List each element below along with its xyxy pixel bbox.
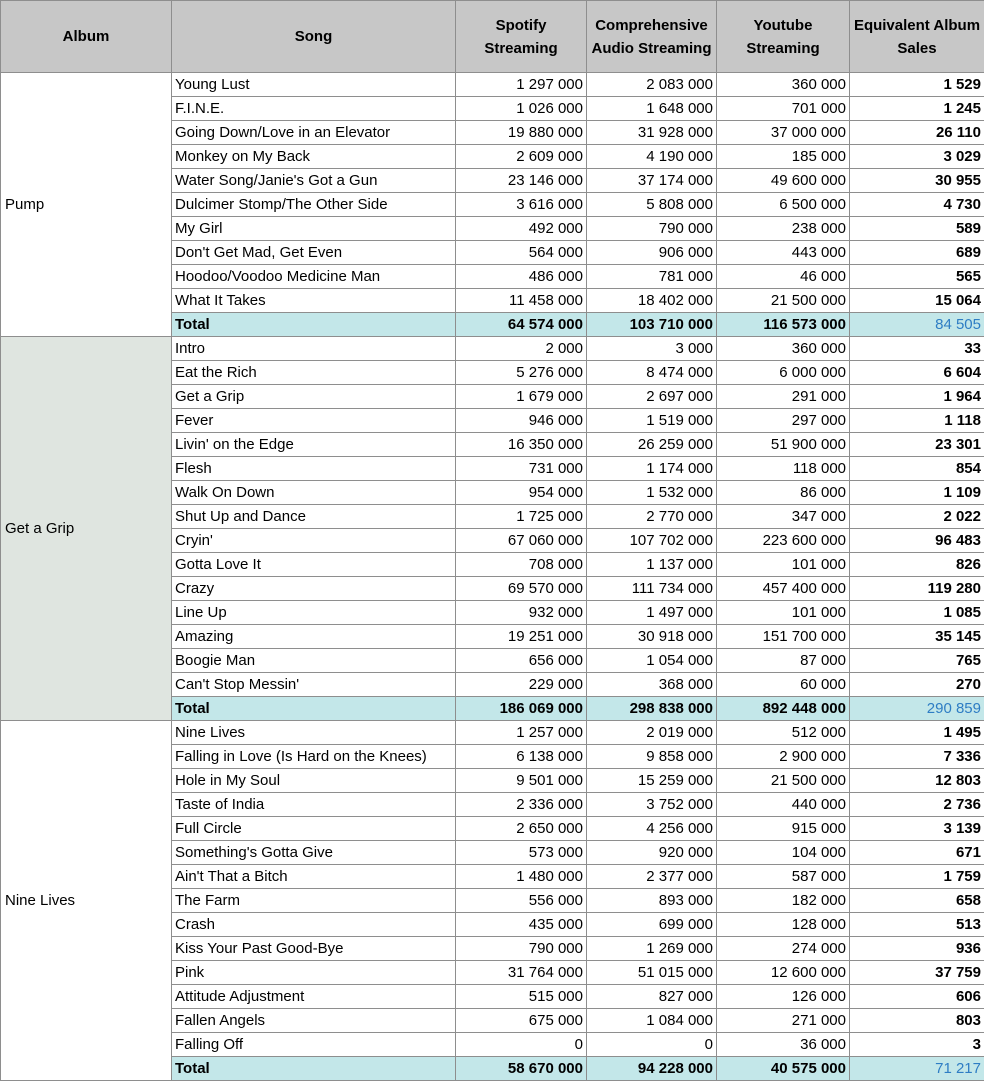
youtube-cell: 36 000 bbox=[717, 1033, 850, 1057]
song-cell: Attitude Adjustment bbox=[172, 985, 456, 1009]
audio-streaming-cell: 2 770 000 bbox=[587, 505, 717, 529]
table-row bbox=[1, 73, 984, 97]
youtube-cell: 128 000 bbox=[717, 913, 850, 937]
audio-streaming-cell: 1 519 000 bbox=[587, 409, 717, 433]
album-sales-cell: 589 bbox=[850, 217, 984, 241]
youtube-cell: 892 448 000 bbox=[717, 697, 850, 721]
spotify-cell: 2 650 000 bbox=[456, 817, 587, 841]
album-sales-cell: 671 bbox=[850, 841, 984, 865]
spotify-cell: 946 000 bbox=[456, 409, 587, 433]
audio-streaming-cell: 827 000 bbox=[587, 985, 717, 1009]
song-cell: Dulcimer Stomp/The Other Side bbox=[172, 193, 456, 217]
album-sales-cell: 7 336 bbox=[850, 745, 984, 769]
song-cell: Fever bbox=[172, 409, 456, 433]
audio-streaming-cell: 893 000 bbox=[587, 889, 717, 913]
spotify-cell: 790 000 bbox=[456, 937, 587, 961]
album-sales-cell: 96 483 bbox=[850, 529, 984, 553]
spotify-cell: 229 000 bbox=[456, 673, 587, 697]
audio-streaming-cell: 103 710 000 bbox=[587, 313, 717, 337]
youtube-cell: 87 000 bbox=[717, 649, 850, 673]
song-cell: Taste of India bbox=[172, 793, 456, 817]
youtube-cell: 101 000 bbox=[717, 601, 850, 625]
audio-streaming-cell: 1 497 000 bbox=[587, 601, 717, 625]
spotify-cell: 16 350 000 bbox=[456, 433, 587, 457]
youtube-cell: 185 000 bbox=[717, 145, 850, 169]
header-album: Album bbox=[1, 1, 172, 73]
total-label: Total bbox=[172, 313, 456, 337]
album-sales-cell: 1 495 bbox=[850, 721, 984, 745]
album-sales-cell: 658 bbox=[850, 889, 984, 913]
spotify-cell: 19 880 000 bbox=[456, 121, 587, 145]
spotify-cell: 64 574 000 bbox=[456, 313, 587, 337]
album-sales-cell: 1 118 bbox=[850, 409, 984, 433]
audio-streaming-cell: 2 377 000 bbox=[587, 865, 717, 889]
youtube-cell: 512 000 bbox=[717, 721, 850, 745]
spotify-cell: 5 276 000 bbox=[456, 361, 587, 385]
spotify-cell: 1 257 000 bbox=[456, 721, 587, 745]
album-sales-cell: 565 bbox=[850, 265, 984, 289]
youtube-cell: 51 900 000 bbox=[717, 433, 850, 457]
album-sales-cell: 1 109 bbox=[850, 481, 984, 505]
youtube-cell: 587 000 bbox=[717, 865, 850, 889]
spotify-cell: 23 146 000 bbox=[456, 169, 587, 193]
song-cell: Hoodoo/Voodoo Medicine Man bbox=[172, 265, 456, 289]
spotify-cell: 656 000 bbox=[456, 649, 587, 673]
youtube-cell: 118 000 bbox=[717, 457, 850, 481]
album-sales-cell: 26 110 bbox=[850, 121, 984, 145]
song-cell: Pink bbox=[172, 961, 456, 985]
song-cell: Eat the Rich bbox=[172, 361, 456, 385]
audio-streaming-cell: 3 752 000 bbox=[587, 793, 717, 817]
song-cell: Shut Up and Dance bbox=[172, 505, 456, 529]
youtube-cell: 457 400 000 bbox=[717, 577, 850, 601]
table-body bbox=[1, 73, 984, 1081]
spotify-cell: 3 616 000 bbox=[456, 193, 587, 217]
album-sales-cell: 6 604 bbox=[850, 361, 984, 385]
spotify-cell: 2 336 000 bbox=[456, 793, 587, 817]
song-cell: Flesh bbox=[172, 457, 456, 481]
song-cell: Boogie Man bbox=[172, 649, 456, 673]
spotify-cell: 2 000 bbox=[456, 337, 587, 361]
spotify-cell: 954 000 bbox=[456, 481, 587, 505]
spotify-cell: 1 026 000 bbox=[456, 97, 587, 121]
youtube-cell: 915 000 bbox=[717, 817, 850, 841]
audio-streaming-cell: 781 000 bbox=[587, 265, 717, 289]
youtube-cell: 37 000 000 bbox=[717, 121, 850, 145]
header-spotify: Spotify Streaming bbox=[456, 1, 587, 73]
spotify-cell: 9 501 000 bbox=[456, 769, 587, 793]
youtube-cell: 440 000 bbox=[717, 793, 850, 817]
youtube-cell: 360 000 bbox=[717, 337, 850, 361]
song-cell: Crash bbox=[172, 913, 456, 937]
album-sales-cell: 1 245 bbox=[850, 97, 984, 121]
youtube-cell: 238 000 bbox=[717, 217, 850, 241]
song-cell: Don't Get Mad, Get Even bbox=[172, 241, 456, 265]
header-equivalent-album-sales: Equivalent Album Sales bbox=[850, 1, 984, 73]
spotify-cell: 0 bbox=[456, 1033, 587, 1057]
youtube-cell: 291 000 bbox=[717, 385, 850, 409]
album-sales-cell: 119 280 bbox=[850, 577, 984, 601]
audio-streaming-cell: 4 256 000 bbox=[587, 817, 717, 841]
song-cell: Falling Off bbox=[172, 1033, 456, 1057]
album-cell: Pump bbox=[1, 73, 172, 337]
audio-streaming-cell: 699 000 bbox=[587, 913, 717, 937]
audio-streaming-cell: 9 858 000 bbox=[587, 745, 717, 769]
album-sales-cell: 2 022 bbox=[850, 505, 984, 529]
song-cell: My Girl bbox=[172, 217, 456, 241]
song-cell: Get a Grip bbox=[172, 385, 456, 409]
song-cell: Amazing bbox=[172, 625, 456, 649]
song-cell: Something's Gotta Give bbox=[172, 841, 456, 865]
spotify-cell: 19 251 000 bbox=[456, 625, 587, 649]
spotify-cell: 1 297 000 bbox=[456, 73, 587, 97]
youtube-cell: 21 500 000 bbox=[717, 289, 850, 313]
album-sales-cell: 30 955 bbox=[850, 169, 984, 193]
audio-streaming-cell: 906 000 bbox=[587, 241, 717, 265]
spotify-cell: 435 000 bbox=[456, 913, 587, 937]
youtube-cell: 347 000 bbox=[717, 505, 850, 529]
song-cell: Fallen Angels bbox=[172, 1009, 456, 1033]
audio-streaming-cell: 2 083 000 bbox=[587, 73, 717, 97]
audio-streaming-cell: 1 532 000 bbox=[587, 481, 717, 505]
youtube-cell: 360 000 bbox=[717, 73, 850, 97]
spotify-cell: 486 000 bbox=[456, 265, 587, 289]
album-sales-cell: 936 bbox=[850, 937, 984, 961]
audio-streaming-cell: 26 259 000 bbox=[587, 433, 717, 457]
spotify-cell: 564 000 bbox=[456, 241, 587, 265]
spotify-cell: 2 609 000 bbox=[456, 145, 587, 169]
spotify-cell: 675 000 bbox=[456, 1009, 587, 1033]
album-sales-cell: 2 736 bbox=[850, 793, 984, 817]
album-sales-cell: 1 085 bbox=[850, 601, 984, 625]
audio-streaming-cell: 18 402 000 bbox=[587, 289, 717, 313]
header-row bbox=[1, 1, 984, 73]
audio-streaming-cell: 0 bbox=[587, 1033, 717, 1057]
song-cell: Can't Stop Messin' bbox=[172, 673, 456, 697]
youtube-cell: 116 573 000 bbox=[717, 313, 850, 337]
youtube-cell: 274 000 bbox=[717, 937, 850, 961]
spotify-cell: 731 000 bbox=[456, 457, 587, 481]
total-label: Total bbox=[172, 697, 456, 721]
audio-streaming-cell: 37 174 000 bbox=[587, 169, 717, 193]
youtube-cell: 104 000 bbox=[717, 841, 850, 865]
audio-streaming-cell: 31 928 000 bbox=[587, 121, 717, 145]
album-sales-cell: 290 859 bbox=[850, 697, 984, 721]
audio-streaming-cell: 15 259 000 bbox=[587, 769, 717, 793]
spotify-cell: 1 480 000 bbox=[456, 865, 587, 889]
audio-streaming-cell: 5 808 000 bbox=[587, 193, 717, 217]
youtube-cell: 297 000 bbox=[717, 409, 850, 433]
album-sales-cell: 826 bbox=[850, 553, 984, 577]
audio-streaming-cell: 1 084 000 bbox=[587, 1009, 717, 1033]
audio-streaming-cell: 8 474 000 bbox=[587, 361, 717, 385]
album-sales-cell: 71 217 bbox=[850, 1057, 984, 1081]
table-row bbox=[1, 721, 984, 745]
audio-streaming-cell: 30 918 000 bbox=[587, 625, 717, 649]
album-sales-cell: 270 bbox=[850, 673, 984, 697]
album-sales-cell: 3 bbox=[850, 1033, 984, 1057]
album-sales-cell: 12 803 bbox=[850, 769, 984, 793]
song-cell: Line Up bbox=[172, 601, 456, 625]
audio-streaming-cell: 2 019 000 bbox=[587, 721, 717, 745]
spotify-cell: 708 000 bbox=[456, 553, 587, 577]
spotify-cell: 556 000 bbox=[456, 889, 587, 913]
album-sales-cell: 1 964 bbox=[850, 385, 984, 409]
audio-streaming-cell: 1 269 000 bbox=[587, 937, 717, 961]
song-cell: Monkey on My Back bbox=[172, 145, 456, 169]
album-sales-cell: 3 139 bbox=[850, 817, 984, 841]
youtube-cell: 40 575 000 bbox=[717, 1057, 850, 1081]
audio-streaming-cell: 1 054 000 bbox=[587, 649, 717, 673]
audio-streaming-cell: 111 734 000 bbox=[587, 577, 717, 601]
album-sales-cell: 37 759 bbox=[850, 961, 984, 985]
album-sales-cell: 513 bbox=[850, 913, 984, 937]
spotify-cell: 6 138 000 bbox=[456, 745, 587, 769]
audio-streaming-cell: 790 000 bbox=[587, 217, 717, 241]
spotify-cell: 11 458 000 bbox=[456, 289, 587, 313]
audio-streaming-cell: 107 702 000 bbox=[587, 529, 717, 553]
song-cell: Intro bbox=[172, 337, 456, 361]
album-sales-cell: 33 bbox=[850, 337, 984, 361]
youtube-cell: 46 000 bbox=[717, 265, 850, 289]
youtube-cell: 6 000 000 bbox=[717, 361, 850, 385]
youtube-cell: 126 000 bbox=[717, 985, 850, 1009]
album-cell: Get a Grip bbox=[1, 337, 172, 721]
album-sales-cell: 35 145 bbox=[850, 625, 984, 649]
youtube-cell: 86 000 bbox=[717, 481, 850, 505]
total-label: Total bbox=[172, 1057, 456, 1081]
spotify-cell: 69 570 000 bbox=[456, 577, 587, 601]
spotify-cell: 1 725 000 bbox=[456, 505, 587, 529]
song-cell: Full Circle bbox=[172, 817, 456, 841]
youtube-cell: 151 700 000 bbox=[717, 625, 850, 649]
song-cell: Ain't That a Bitch bbox=[172, 865, 456, 889]
song-cell: Hole in My Soul bbox=[172, 769, 456, 793]
album-sales-cell: 1 759 bbox=[850, 865, 984, 889]
song-cell: Nine Lives bbox=[172, 721, 456, 745]
spotify-cell: 186 069 000 bbox=[456, 697, 587, 721]
header-comprehensive-audio: Comprehensive Audio Streaming bbox=[587, 1, 717, 73]
song-cell: Falling in Love (Is Hard on the Knees) bbox=[172, 745, 456, 769]
spotify-cell: 492 000 bbox=[456, 217, 587, 241]
album-sales-cell: 689 bbox=[850, 241, 984, 265]
spotify-cell: 573 000 bbox=[456, 841, 587, 865]
song-cell: Walk On Down bbox=[172, 481, 456, 505]
song-cell: Crazy bbox=[172, 577, 456, 601]
album-sales-cell: 854 bbox=[850, 457, 984, 481]
audio-streaming-cell: 368 000 bbox=[587, 673, 717, 697]
audio-streaming-cell: 298 838 000 bbox=[587, 697, 717, 721]
audio-streaming-cell: 3 000 bbox=[587, 337, 717, 361]
song-cell: Cryin' bbox=[172, 529, 456, 553]
youtube-cell: 443 000 bbox=[717, 241, 850, 265]
song-cell: Young Lust bbox=[172, 73, 456, 97]
spotify-cell: 515 000 bbox=[456, 985, 587, 1009]
spotify-cell: 1 679 000 bbox=[456, 385, 587, 409]
youtube-cell: 182 000 bbox=[717, 889, 850, 913]
audio-streaming-cell: 51 015 000 bbox=[587, 961, 717, 985]
album-sales-cell: 15 064 bbox=[850, 289, 984, 313]
youtube-cell: 701 000 bbox=[717, 97, 850, 121]
song-cell: Gotta Love It bbox=[172, 553, 456, 577]
table-row bbox=[1, 337, 984, 361]
audio-streaming-cell: 1 137 000 bbox=[587, 553, 717, 577]
album-cell: Nine Lives bbox=[1, 721, 172, 1081]
spotify-cell: 58 670 000 bbox=[456, 1057, 587, 1081]
audio-streaming-cell: 94 228 000 bbox=[587, 1057, 717, 1081]
song-cell: Water Song/Janie's Got a Gun bbox=[172, 169, 456, 193]
audio-streaming-cell: 1 174 000 bbox=[587, 457, 717, 481]
audio-streaming-cell: 1 648 000 bbox=[587, 97, 717, 121]
youtube-cell: 12 600 000 bbox=[717, 961, 850, 985]
spotify-cell: 932 000 bbox=[456, 601, 587, 625]
album-sales-cell: 803 bbox=[850, 1009, 984, 1033]
spotify-cell: 67 060 000 bbox=[456, 529, 587, 553]
album-sales-cell: 3 029 bbox=[850, 145, 984, 169]
album-sales-cell: 606 bbox=[850, 985, 984, 1009]
song-cell: The Farm bbox=[172, 889, 456, 913]
audio-streaming-cell: 2 697 000 bbox=[587, 385, 717, 409]
youtube-cell: 2 900 000 bbox=[717, 745, 850, 769]
header-song: Song bbox=[172, 1, 456, 73]
audio-streaming-cell: 4 190 000 bbox=[587, 145, 717, 169]
song-cell: Livin' on the Edge bbox=[172, 433, 456, 457]
song-cell: F.I.N.E. bbox=[172, 97, 456, 121]
album-sales-cell: 1 529 bbox=[850, 73, 984, 97]
youtube-cell: 21 500 000 bbox=[717, 769, 850, 793]
youtube-cell: 271 000 bbox=[717, 1009, 850, 1033]
youtube-cell: 101 000 bbox=[717, 553, 850, 577]
youtube-cell: 60 000 bbox=[717, 673, 850, 697]
song-cell: What It Takes bbox=[172, 289, 456, 313]
album-sales-cell: 4 730 bbox=[850, 193, 984, 217]
youtube-cell: 49 600 000 bbox=[717, 169, 850, 193]
song-cell: Going Down/Love in an Elevator bbox=[172, 121, 456, 145]
header-youtube: Youtube Streaming bbox=[717, 1, 850, 73]
album-sales-cell: 84 505 bbox=[850, 313, 984, 337]
song-cell: Kiss Your Past Good-Bye bbox=[172, 937, 456, 961]
spotify-cell: 31 764 000 bbox=[456, 961, 587, 985]
youtube-cell: 223 600 000 bbox=[717, 529, 850, 553]
audio-streaming-cell: 920 000 bbox=[587, 841, 717, 865]
youtube-cell: 6 500 000 bbox=[717, 193, 850, 217]
album-sales-cell: 765 bbox=[850, 649, 984, 673]
album-sales-cell: 23 301 bbox=[850, 433, 984, 457]
